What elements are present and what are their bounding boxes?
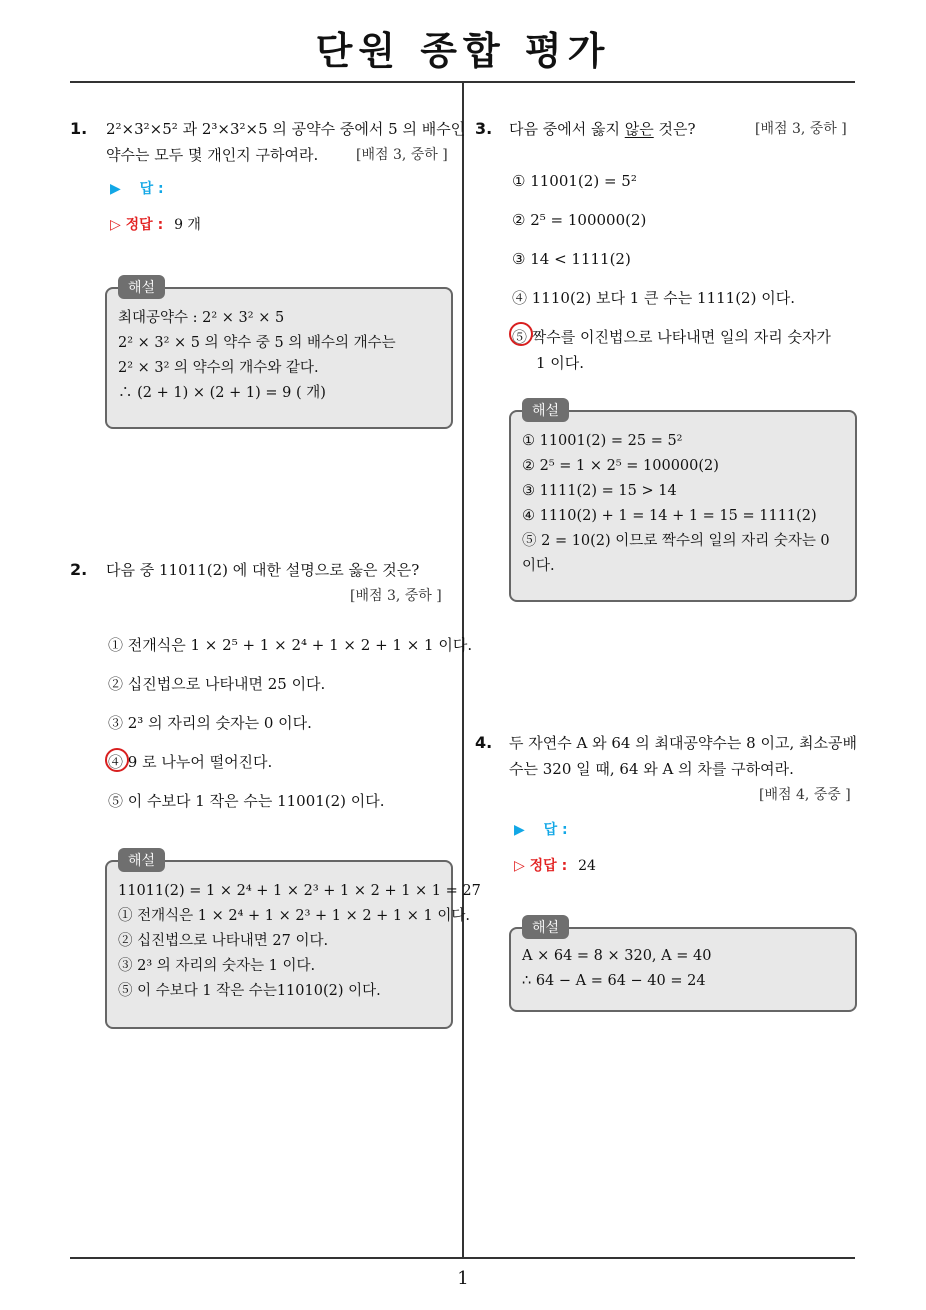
explanation-body bbox=[118, 306, 396, 406]
correct-answer-row bbox=[514, 855, 596, 875]
question-number: 2. bbox=[70, 560, 88, 579]
column-divider bbox=[462, 83, 464, 1258]
correct-value: 9 개 bbox=[174, 217, 201, 233]
choice-4[interactable]: ④ 9 로 나누어 떨어진다. bbox=[108, 753, 273, 771]
explanation-line: ② 2⁵ = 1 × 2⁵ = 100000(2) bbox=[522, 458, 719, 474]
choice-1[interactable]: ① 11001(2) = 5² bbox=[512, 172, 637, 190]
score-meta: [배점 3, 중하 ] bbox=[755, 121, 847, 137]
answer-row bbox=[110, 178, 164, 198]
choice-5[interactable]: ⑤ 이 수보다 1 작은 수는 11001(2) 이다. bbox=[108, 792, 385, 810]
question-text-line2: 약수는 모두 몇 개인지 구하여라. bbox=[106, 146, 319, 164]
score-meta: [배점 3, 중하 ] bbox=[350, 588, 442, 604]
explanation-line: A × 64 = 8 × 320, A = 40 bbox=[522, 948, 712, 964]
question-text-line1: 두 자연수 A 와 64 의 최대공약수는 8 이고, 최소공배 bbox=[509, 734, 857, 752]
score-meta: [배점 4, 중중 ] bbox=[759, 787, 851, 803]
choice-5[interactable]: ⑤ 짝수를 이진법으로 나타내면 일의 자리 숫자가 bbox=[512, 328, 831, 346]
explanation-line: 최대공약수 : 2² × 3² × 5 bbox=[118, 310, 285, 326]
correct-answer-row bbox=[110, 214, 201, 234]
explanation-tag: 해설 bbox=[118, 275, 165, 299]
explanation-line: 2² × 3² × 5 의 약수 중 5 의 배수의 개수는 bbox=[118, 335, 396, 351]
explanation-tag: 해설 bbox=[522, 398, 569, 422]
explanation-line: 11011(2) = 1 × 2⁴ + 1 × 2³ + 1 × 2 + 1 × 1 = 27 bbox=[118, 883, 481, 899]
play-arrow-icon: ▶ bbox=[514, 822, 525, 838]
answer-label: 답 : bbox=[543, 822, 568, 838]
question-number: 3. bbox=[475, 119, 493, 138]
answer-row bbox=[514, 819, 568, 839]
choice-3[interactable]: ③ 14 < 1111(2) bbox=[512, 250, 631, 268]
underlined-word: 않은 bbox=[624, 120, 654, 138]
explanation-body bbox=[118, 879, 481, 1004]
question-number: 1. bbox=[70, 119, 88, 138]
choice-4[interactable]: ④ 1110(2) 보다 1 큰 수는 1111(2) 이다. bbox=[512, 289, 795, 307]
outline-arrow-icon: ▷ bbox=[514, 858, 525, 874]
score-meta: [배점 3, 중하 ] bbox=[356, 147, 448, 163]
question-text-line1 bbox=[509, 116, 696, 142]
page-number: 1 bbox=[457, 1268, 469, 1289]
explanation-line: ① 11001(2) = 25 = 5² bbox=[522, 433, 683, 449]
explanation-line: ② 십진법으로 나타내면 27 이다. bbox=[118, 933, 329, 949]
explanation-line: ③ 1111(2) = 15 > 14 bbox=[522, 483, 677, 499]
explanation-line: ① 전개식은 1 × 2⁴ + 1 × 2³ + 1 × 2 + 1 × 1 이다. bbox=[118, 908, 470, 924]
choice-3[interactable]: ③ 2³ 의 자리의 숫자는 0 이다. bbox=[108, 714, 312, 732]
explanation-line: ④ 1110(2) + 1 = 14 + 1 = 15 = 1111(2) bbox=[522, 508, 817, 524]
question-number: 4. bbox=[475, 733, 493, 752]
explanation-body bbox=[522, 429, 830, 579]
question-text-line1: 다음 중 11011(2) 에 대한 설명으로 옳은 것은? bbox=[106, 561, 420, 579]
explanation-body bbox=[522, 944, 711, 994]
explanation-tag: 해설 bbox=[118, 848, 165, 872]
explanation-line: ∴ 64 − A = 64 − 40 = 24 bbox=[522, 973, 706, 989]
explanation-line: ⑤ 2 = 10(2) 이므로 짝수의 일의 자리 숫자는 0 bbox=[522, 533, 830, 549]
explanation-line: 이다. bbox=[522, 558, 555, 574]
explanation-line: ⑤ 이 수보다 1 작은 수는11010(2) 이다. bbox=[118, 983, 381, 999]
question-text-line1: 2²×3²×5² 과 2³×3²×5 의 공약수 중에서 5 의 배수인 bbox=[106, 120, 466, 138]
choice-1[interactable]: ① 전개식은 1 × 2⁵ + 1 × 2⁴ + 1 × 2 + 1 × 1 이다. bbox=[108, 636, 473, 654]
outline-arrow-icon: ▷ bbox=[110, 217, 121, 233]
explanation-line: ∴ (2 + 1) × (2 + 1) = 9 ( 개) bbox=[118, 385, 326, 401]
choice-2[interactable]: ② 2⁵ = 100000(2) bbox=[512, 211, 647, 229]
question-text: 것은? bbox=[653, 120, 696, 138]
explanation-line: 2² × 3² 의 약수의 개수와 같다. bbox=[118, 360, 319, 376]
play-arrow-icon: ▶ bbox=[110, 181, 121, 197]
explanation-tag: 해설 bbox=[522, 915, 569, 939]
selected-answer-mark bbox=[509, 322, 533, 346]
question-text: 다음 중에서 옳지 bbox=[509, 120, 625, 138]
choice-5-continued: 1 이다. bbox=[536, 354, 585, 372]
correct-label: 정답 : bbox=[529, 858, 568, 874]
page-title: 단원 종합 평가 bbox=[315, 29, 611, 73]
correct-value: 24 bbox=[578, 858, 596, 874]
answer-label: 답 : bbox=[139, 181, 164, 197]
footer-divider bbox=[70, 1257, 855, 1259]
explanation-line: ③ 2³ 의 자리의 숫자는 1 이다. bbox=[118, 958, 316, 974]
correct-label: 정답 : bbox=[125, 217, 164, 233]
question-text-line2: 수는 320 일 때, 64 와 A 의 차를 구하여라. bbox=[509, 760, 794, 778]
choice-2[interactable]: ② 십진법으로 나타내면 25 이다. bbox=[108, 675, 326, 693]
selected-answer-mark bbox=[105, 748, 129, 772]
